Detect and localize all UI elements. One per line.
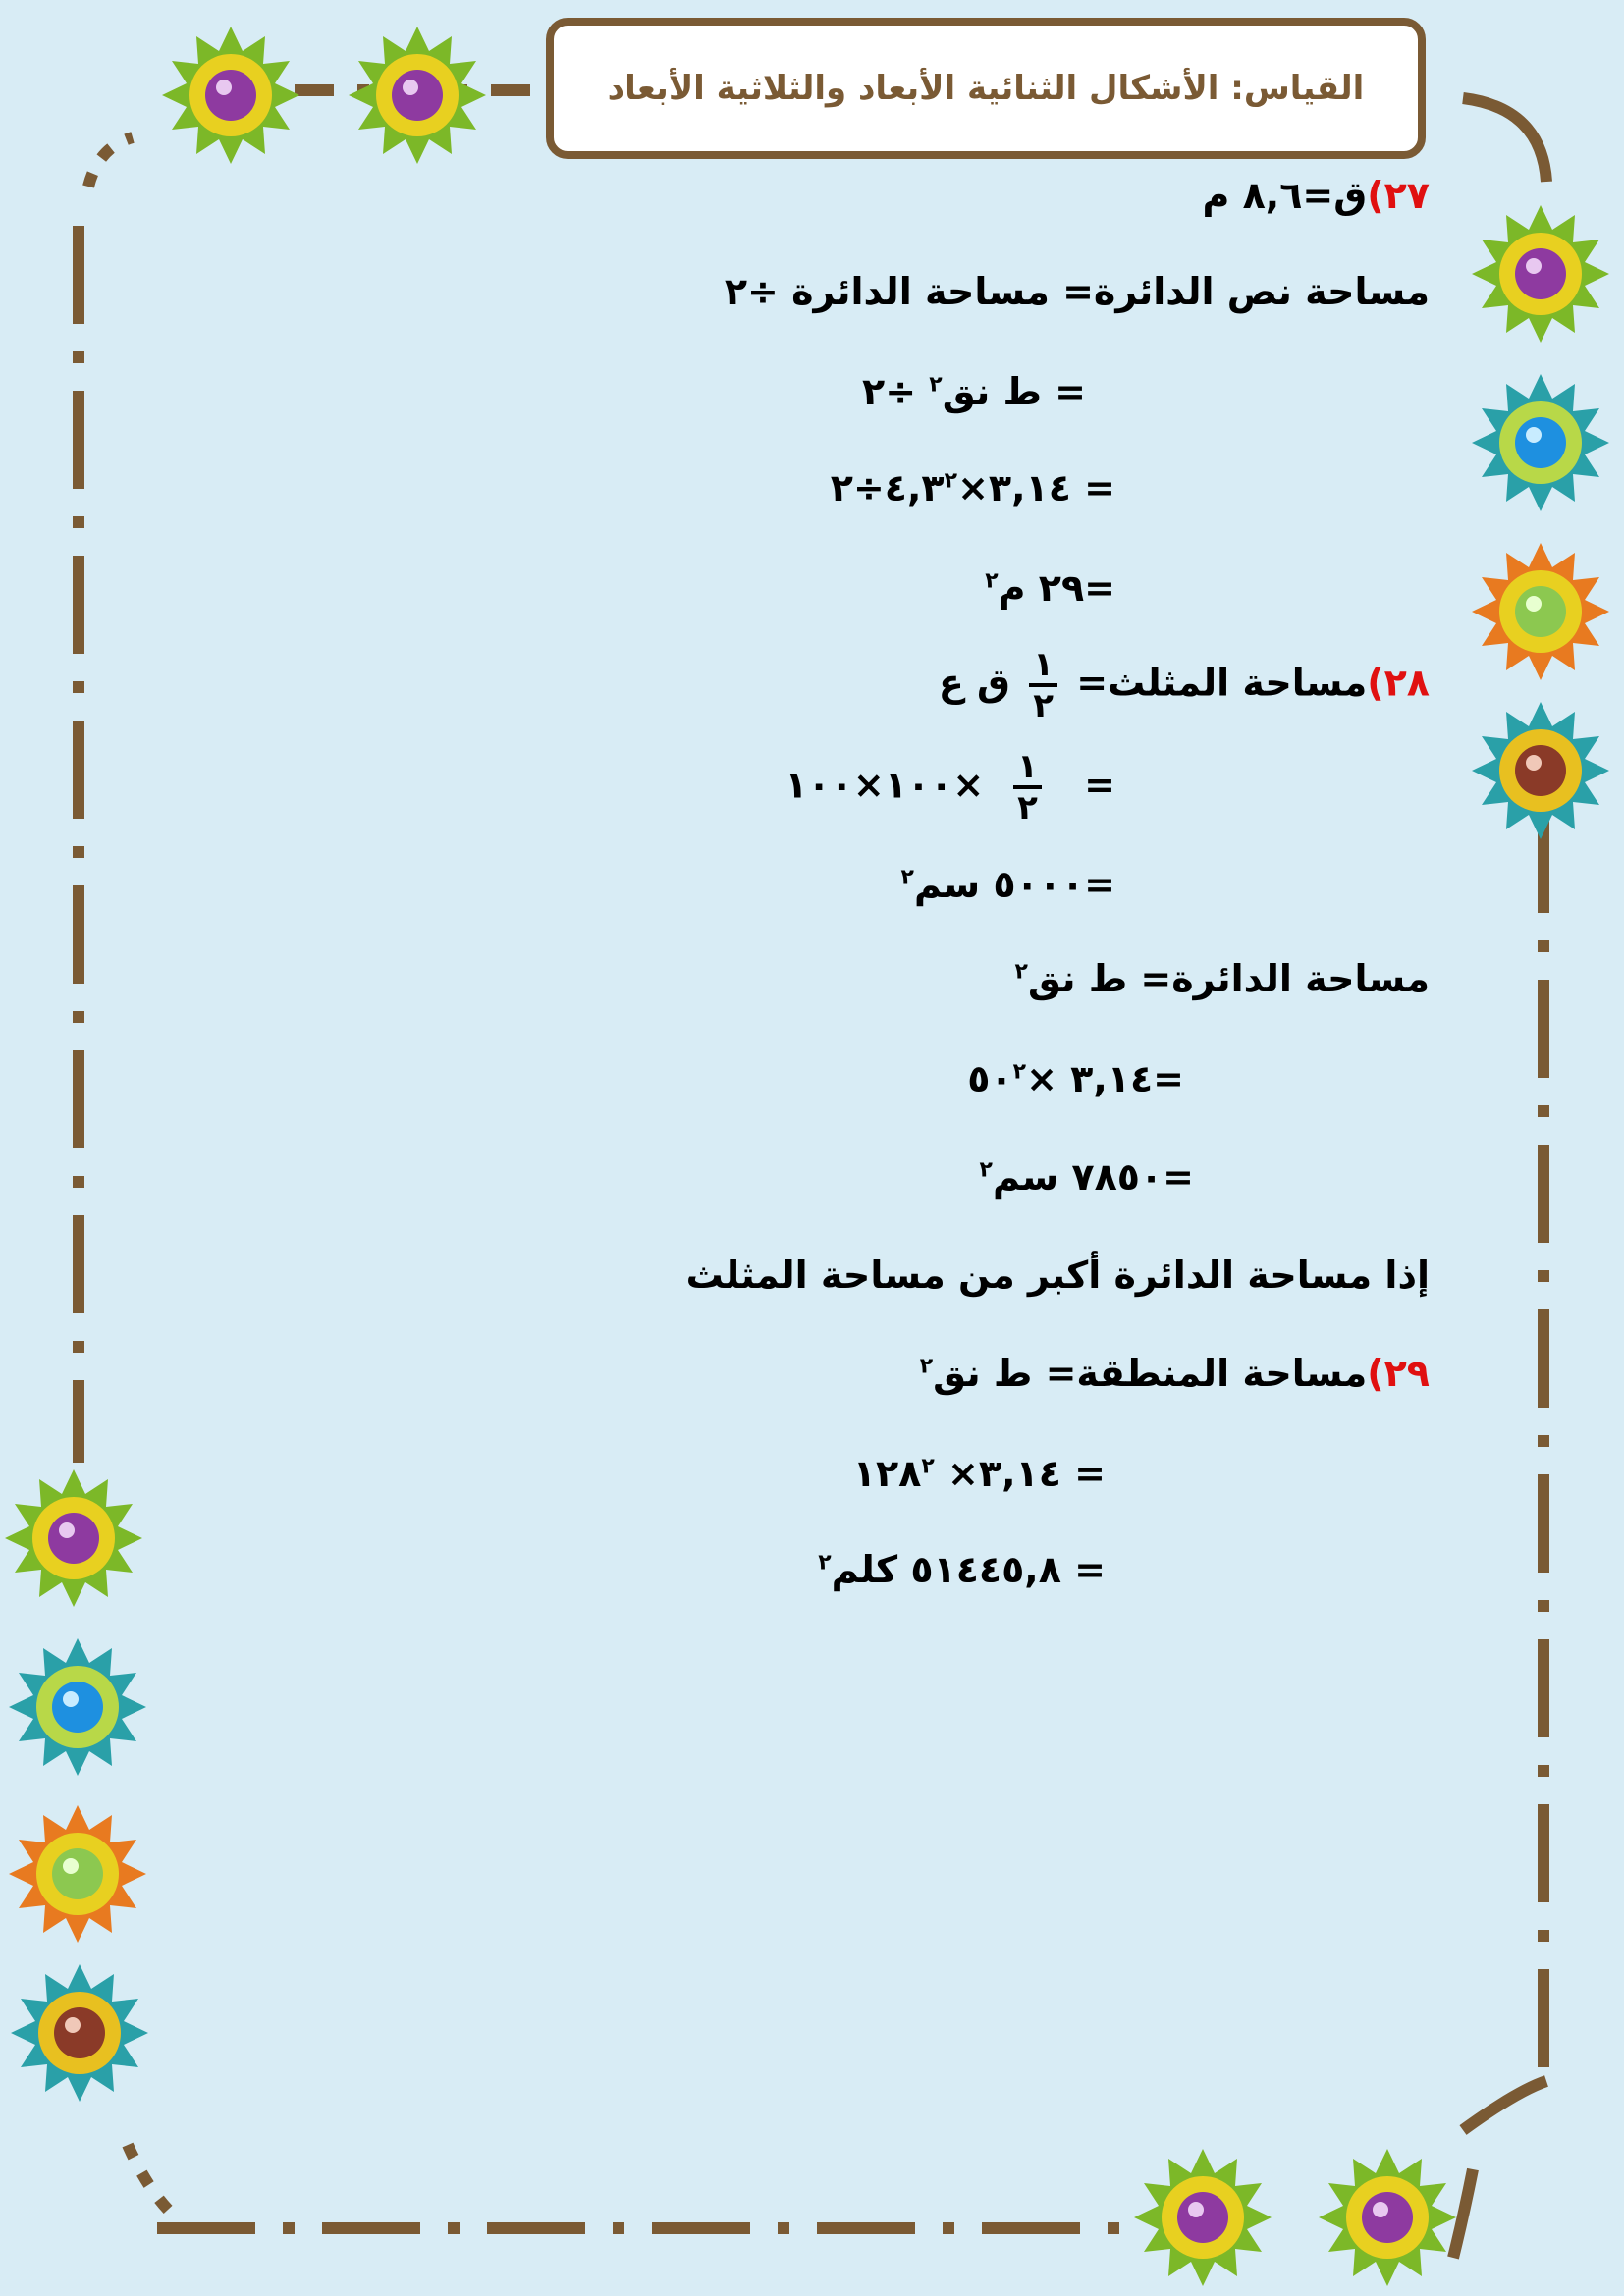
q28-line-1-text: مساحة المثلث= [1076, 661, 1368, 705]
q27-line-3-tail: ÷٢ [861, 370, 930, 413]
q28-line-6 [979, 1155, 1194, 1199]
q28-line-4-text: مساحة الدائرة= ط نق [1027, 957, 1430, 1000]
title-box [546, 18, 1426, 159]
q27-line-3-exponent: ٢ [929, 372, 943, 398]
q27-line-5 [985, 566, 1115, 610]
flower-icon [1467, 697, 1614, 844]
q27-line-1-text: ق=٨,٦ م [1202, 174, 1368, 217]
q28-line-3-exponent: ٢ [900, 865, 914, 890]
flower-icon [4, 1633, 151, 1781]
question-number-28: ٢٨) [1367, 661, 1430, 705]
fraction-numerator: ١ [1013, 750, 1042, 789]
flower-icon [1467, 369, 1614, 516]
q29-line-2 [852, 1452, 1106, 1495]
q28-line-5-text: =٣,١٤ ×٥٠ [967, 1057, 1184, 1100]
q27-line-4-exponent: ٢ [944, 468, 958, 494]
q27-line-5-text: =٢٩ م [998, 566, 1115, 610]
q28-line-1-tail: ق ع [938, 661, 1024, 705]
q27-line-5-exponent: ٢ [985, 568, 999, 594]
q28-line-6-exponent: ٢ [979, 1157, 993, 1183]
q28-line-5-exponent: ٢ [1012, 1059, 1027, 1085]
q27-line-3-text: = ط نق [942, 370, 1086, 413]
fraction-denominator: ٢ [1033, 686, 1055, 725]
q29-line-2-exponent: ٢ [921, 1454, 935, 1479]
q27-line-1 [1202, 174, 1430, 217]
q29-line-1 [919, 1352, 1430, 1395]
q27-line-3 [861, 370, 1086, 413]
q28-line-3 [900, 863, 1115, 906]
q29-line-3 [818, 1548, 1106, 1591]
flower-icon [1129, 2144, 1276, 2291]
flower-icon [1467, 538, 1614, 685]
q27-line-4-tail: ÷٢ [830, 466, 885, 509]
q28-line-7 [685, 1254, 1430, 1297]
q29-line-2-text: = ٣,١٤× ١٢٨ [852, 1452, 1106, 1495]
flower-icon [344, 22, 491, 169]
page-title: القياس: الأشكال الثنائية الأبعاد والثلاثية الأبعاد [607, 69, 1365, 108]
fraction-half [1013, 747, 1042, 828]
q28-line-2 [785, 747, 1115, 828]
fraction-half [1029, 645, 1057, 725]
q28-line-4-exponent: ٢ [1014, 959, 1028, 985]
fraction-numerator: ١ [1029, 648, 1057, 687]
q27-line-2-text: مساحة نص الدائرة= مساحة الدائرة ÷٢ [724, 270, 1430, 313]
flower-icon [0, 1465, 147, 1612]
q29-line-1-text: مساحة المنطقة= ط نق [933, 1352, 1368, 1395]
flower-icon [157, 22, 304, 169]
flower-icon [6, 1959, 153, 2107]
q28-line-1 [938, 645, 1430, 725]
q28-line-5 [967, 1057, 1184, 1100]
flower-icon [1467, 200, 1614, 347]
q29-line-1-exponent: ٢ [919, 1354, 934, 1379]
q28-line-6-text: =٧٨٥٠ سم [992, 1155, 1194, 1199]
q28-line-2-eq: = [1084, 763, 1115, 807]
flower-icon [4, 1800, 151, 1948]
q28-line-4 [1014, 957, 1430, 1000]
q28-conclusion: إذا مساحة الدائرة أكبر من مساحة المثلث [685, 1254, 1430, 1297]
q28-line-3-text: =٥٠٠٠ سم [913, 863, 1115, 906]
question-number-29: ٢٩) [1367, 1352, 1430, 1395]
q27-line-2 [724, 270, 1430, 313]
q27-line-4-text: = ٣,١٤×٤,٣ [884, 466, 1115, 509]
fraction-denominator: ٢ [1017, 788, 1038, 828]
q27-line-4 [830, 466, 1115, 509]
question-number-27: ٢٧) [1367, 174, 1430, 217]
q28-line-2-text: ×١٠٠×١٠٠ [785, 763, 985, 807]
flower-icon [1314, 2144, 1461, 2291]
q29-line-3-text: = ٥١٤٤٥,٨ كلم [831, 1548, 1106, 1591]
q29-line-3-exponent: ٢ [818, 1550, 832, 1575]
